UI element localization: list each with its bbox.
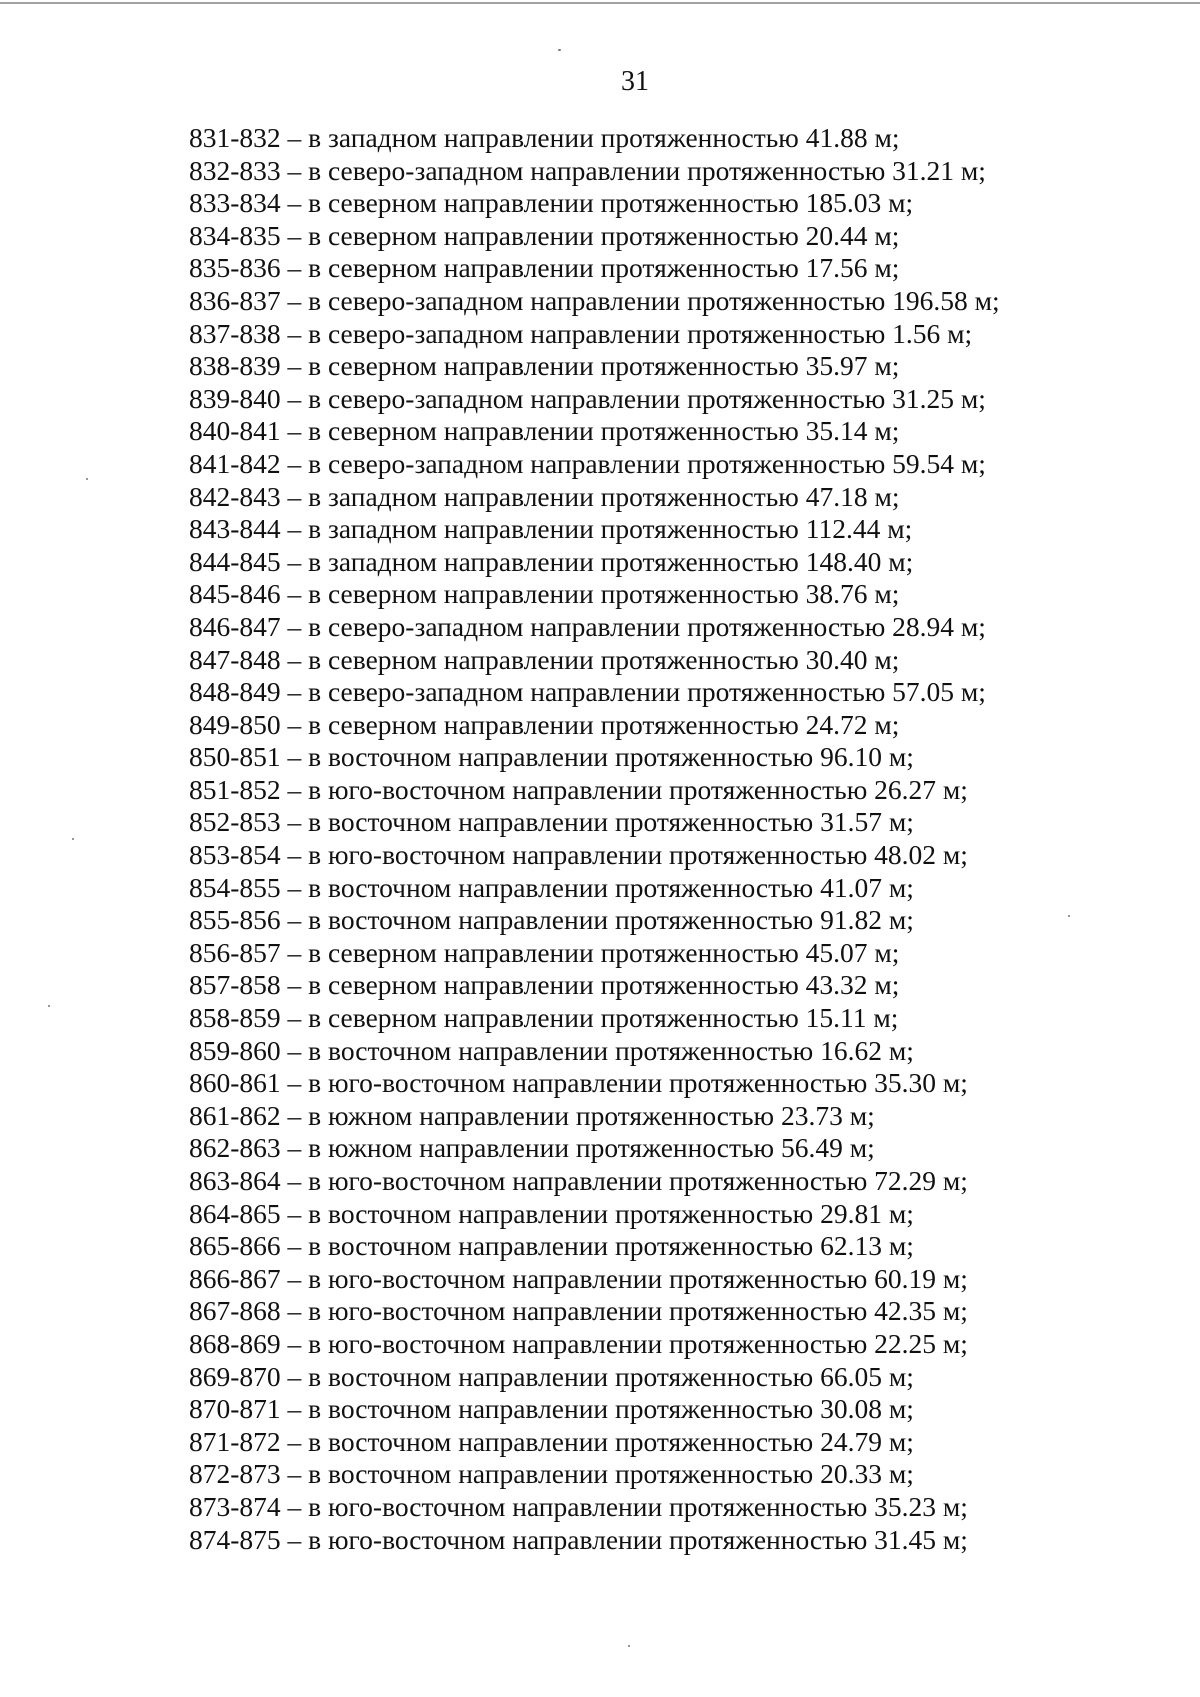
page-number: 31 — [621, 66, 649, 97]
boundary-segment-line: 867-868 – в юго-восточном направлении протяженностью 42.35 м; — [189, 1295, 968, 1327]
boundary-segment-line: 833-834 – в северном направлении протяженностью 185.03 м; — [189, 187, 914, 219]
boundary-segment-line: 848-849 – в северо-западном направлении протяженностью 57.05 м; — [189, 676, 986, 708]
boundary-segment-line: 849-850 – в северном направлении протяженностью 24.72 м; — [189, 708, 900, 740]
boundary-segment-line: 859-860 – в восточном направлении протяженностью 16.62 м; — [189, 1034, 914, 1066]
boundary-segment-line: 850-851 – в восточном направлении протяженностью 96.10 м; — [189, 741, 914, 773]
boundary-segment-line: 862-863 – в южном направлении протяженностью 56.49 м; — [189, 1132, 875, 1164]
boundary-segment-line: 865-866 – в восточном направлении протяженностью 62.13 м; — [189, 1230, 914, 1262]
boundary-segment-line: 858-859 – в северном направлении протяженностью 15.11 м; — [189, 1002, 899, 1034]
boundary-segment-line: 832-833 – в северо-западном направлении протяженностью 31.21 м; — [189, 154, 986, 186]
boundary-segment-line: 871-872 – в восточном направлении протяженностью 24.79 м; — [189, 1425, 914, 1457]
boundary-segment-line: 834-835 – в северном направлении протяженностью 20.44 м; — [189, 219, 900, 251]
boundary-segment-line: 853-854 – в юго-восточном направлении протяженностью 48.02 м; — [189, 839, 968, 871]
boundary-segment-line: 841-842 – в северо-западном направлении протяженностью 59.54 м; — [189, 447, 986, 479]
boundary-segment-line: 856-857 – в северном направлении протяженностью 45.07 м; — [189, 936, 900, 968]
boundary-segment-line: 844-845 – в западном направлении протяженностью 148.40 м; — [189, 545, 914, 577]
boundary-segment-line: 852-853 – в восточном направлении протяженностью 31.57 м; — [189, 806, 914, 838]
boundary-segment-line: 854-855 – в восточном направлении протяженностью 41.07 м; — [189, 871, 914, 903]
boundary-segment-line: 870-871 – в восточном направлении протяженностью 30.08 м; — [189, 1393, 914, 1425]
boundary-segment-line: 836-837 – в северо-западном направлении протяженностью 196.58 м; — [189, 284, 1000, 316]
boundary-segment-line: 869-870 – в восточном направлении протяженностью 66.05 м; — [189, 1360, 914, 1392]
boundary-segment-line: 874-875 – в юго-восточном направлении протяженностью 31.45 м; — [189, 1523, 968, 1555]
boundary-segment-line: 872-873 – в восточном направлении протяженностью 20.33 м; — [189, 1458, 914, 1490]
scan-speck — [48, 1005, 50, 1007]
boundary-segment-line: 861-862 – в южном направлении протяженностью 23.73 м; — [189, 1099, 875, 1131]
boundary-segment-line: 835-836 – в северном направлении протяженностью 17.56 м; — [189, 252, 900, 284]
boundary-segment-line: 847-848 – в северном направлении протяженностью 30.40 м; — [189, 643, 900, 675]
scan-speck — [558, 49, 561, 51]
scan-speck — [72, 838, 74, 840]
boundary-segment-list — [189, 122, 1000, 1556]
scan-speck — [628, 1645, 630, 1647]
boundary-segment-line: 868-869 – в юго-восточном направлении протяженностью 22.25 м; — [189, 1327, 968, 1359]
boundary-segment-line: 843-844 – в западном направлении протяженностью 112.44 м; — [189, 513, 913, 545]
boundary-segment-line: 831-832 – в западном направлении протяженностью 41.88 м; — [189, 122, 900, 153]
boundary-segment-line: 839-840 – в северо-западном направлении протяженностью 31.25 м; — [189, 382, 986, 414]
boundary-segment-line: 855-856 – в восточном направлении протяженностью 91.82 м; — [189, 904, 914, 936]
boundary-segment-line: 860-861 – в юго-восточном направлении протяженностью 35.30 м; — [189, 1067, 968, 1099]
scan-edge-line — [0, 2, 1200, 4]
boundary-segment-line: 837-838 – в северо-западном направлении протяженностью 1.56 м; — [189, 317, 973, 349]
boundary-segment-line: 863-864 – в юго-восточном направлении протяженностью 72.29 м; — [189, 1165, 968, 1196]
boundary-segment-line: 857-858 – в северном направлении протяженностью 43.32 м; — [189, 969, 900, 1001]
boundary-segment-line: 845-846 – в северном направлении протяженностью 38.76 м; — [189, 578, 900, 610]
boundary-segment-line: 838-839 – в северном направлении протяженностью 35.97 м; — [189, 350, 900, 382]
scan-speck — [86, 478, 88, 480]
boundary-segment-line: 840-841 – в северном направлении протяженностью 35.14 м; — [189, 415, 900, 447]
boundary-segment-line: 866-867 – в юго-восточном направлении протяженностью 60.19 м; — [189, 1262, 968, 1294]
scan-speck — [1068, 915, 1070, 917]
boundary-segment-line: 864-865 – в восточном направлении протяженностью 29.81 м; — [189, 1197, 914, 1229]
boundary-segment-line: 851-852 – в юго-восточном направлении протяженностью 26.27 м; — [189, 773, 968, 805]
boundary-segment-line: 842-843 – в западном направлении протяженностью 47.18 м; — [189, 480, 900, 512]
boundary-segment-line: 873-874 – в юго-восточном направлении протяженностью 35.23 м; — [189, 1490, 968, 1522]
boundary-segment-line: 846-847 – в северо-западном направлении протяженностью 28.94 м; — [189, 610, 986, 642]
